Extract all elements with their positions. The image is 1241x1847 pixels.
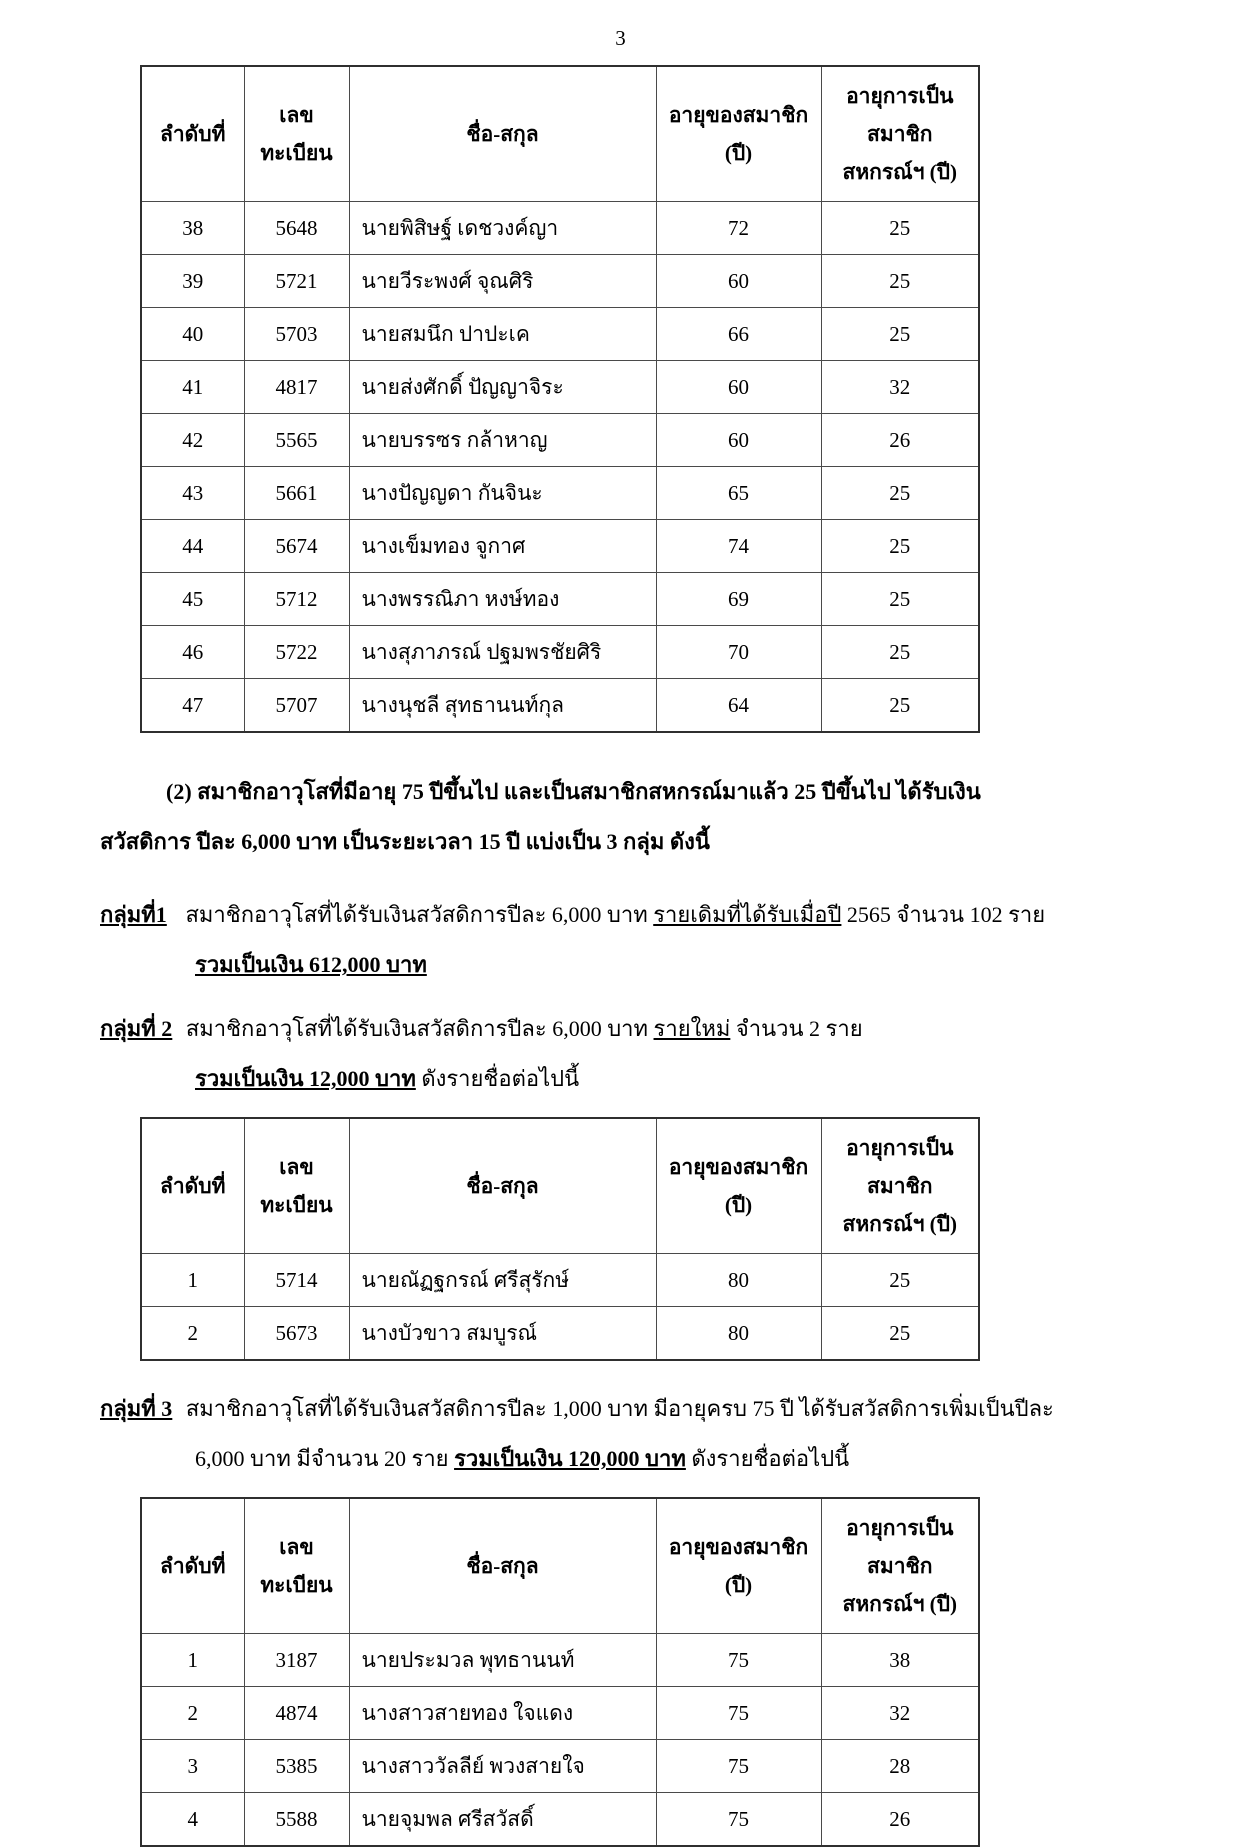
cell-age: 65 (656, 467, 821, 520)
cell-years: 25 (821, 1254, 979, 1307)
table-row (141, 467, 979, 520)
group1-block (100, 893, 1146, 987)
header-reg-line2: ทะเบียน (260, 1573, 333, 1597)
header-name-label: ชื่อ-สกุล (466, 1554, 539, 1578)
header-membership-years (821, 66, 979, 202)
section2-line1: (2) สมาชิกอาวุโสที่มีอายุ 75 ปีขึ้นไป และเป็นสมาชิกสหกรณ์มาแล้ว 25 ปีขึ้นไป ได้รับเงิน (166, 779, 981, 804)
cell-years: 25 (821, 202, 979, 255)
cell-reg: 5565 (244, 414, 349, 467)
table-row (141, 414, 979, 467)
table-row (141, 679, 979, 733)
group2-underlined-text: รายใหม่ (653, 1016, 731, 1041)
cell-no: 1 (141, 1634, 244, 1687)
header-age-line2: (ปี) (724, 1193, 753, 1217)
section2-paragraph (100, 767, 1146, 867)
group2-text-before: สมาชิกอาวุโสที่ได้รับเงินสวัสดิการปีละ 6,000 บาท (185, 1016, 654, 1041)
cell-no: 41 (141, 361, 244, 414)
cell-reg: 5712 (244, 573, 349, 626)
header-age-line1: อายุของสมาชิก (668, 1155, 809, 1179)
cell-no: 2 (141, 1307, 244, 1361)
cell-reg: 5707 (244, 679, 349, 733)
header-reg-line1: เลข (279, 1535, 314, 1559)
header-no-label: ลำดับที่ (160, 1554, 226, 1578)
cell-years: 25 (821, 308, 979, 361)
header-years-line2: สมาชิก (867, 1174, 933, 1198)
cell-no: 44 (141, 520, 244, 573)
group3-text-after: ดังรายชื่อต่อไปนี้ (685, 1446, 850, 1471)
cell-years: 28 (821, 1740, 979, 1793)
group3-label: กลุ่มที่ 3 (100, 1396, 173, 1421)
table-row (141, 626, 979, 679)
cell-reg: 4874 (244, 1687, 349, 1740)
cell-no: 47 (141, 679, 244, 733)
header-name (349, 1118, 656, 1254)
cell-reg: 5673 (244, 1307, 349, 1361)
header-age-line2: (ปี) (724, 1573, 753, 1597)
header-age (656, 1498, 821, 1634)
table-row (141, 1687, 979, 1740)
cell-name: นางสุภาภรณ์ ปฐมพรชัยศิริ (349, 626, 656, 679)
cell-age: 72 (656, 202, 821, 255)
cell-no: 38 (141, 202, 244, 255)
header-years-line3: สหกรณ์ฯ (ปี) (842, 1592, 957, 1616)
cell-reg: 5721 (244, 255, 349, 308)
members-table-2 (140, 1117, 980, 1361)
header-years-line3: สหกรณ์ฯ (ปี) (842, 1212, 957, 1236)
table-row (141, 1793, 979, 1847)
header-name (349, 1498, 656, 1634)
cell-name: นางเข็มทอง จูกาศ (349, 520, 656, 573)
cell-reg: 5703 (244, 308, 349, 361)
cell-age: 75 (656, 1687, 821, 1740)
header-years-line1: อายุการเป็น (846, 1136, 954, 1160)
cell-reg: 5648 (244, 202, 349, 255)
group3-text-before: 6,000 บาท มีจำนวน 20 ราย (195, 1446, 455, 1471)
members-table-3 (140, 1497, 980, 1847)
cell-years: 38 (821, 1634, 979, 1687)
header-no (141, 1118, 244, 1254)
cell-no: 43 (141, 467, 244, 520)
cell-age: 75 (656, 1740, 821, 1793)
header-age-line2: (ปี) (724, 141, 753, 165)
group3-text-line1: สมาชิกอาวุโสที่ได้รับเงินสวัสดิการปีละ 1,000 บาท มีอายุครบ 75 ปี ได้รับสวัสดิการเพิ่มเป็นปีละ (185, 1396, 1054, 1421)
cell-years: 25 (821, 1307, 979, 1361)
header-name-label: ชื่อ-สกุล (466, 1174, 539, 1198)
group3-total: รวมเป็นเงิน 120,000 บาท (454, 1446, 686, 1471)
cell-years: 32 (821, 1687, 979, 1740)
group1-text-after: 2565 จำนวน 102 ราย (841, 902, 1046, 927)
header-age (656, 66, 821, 202)
header-name-label: ชื่อ-สกุล (466, 122, 539, 146)
members-table-1 (140, 65, 980, 733)
header-age-line1: อายุของสมาชิก (668, 1535, 809, 1559)
section2-line2: สวัสดิการ ปีละ 6,000 บาท เป็นระยะเวลา 15 ปี แบ่งเป็น 3 กลุ่ม ดังนี้ (100, 829, 710, 854)
group1-line (100, 893, 1146, 937)
cell-no: 40 (141, 308, 244, 361)
table-header-row (141, 1498, 979, 1634)
cell-reg: 5588 (244, 1793, 349, 1847)
table-row (141, 1740, 979, 1793)
group1-underlined-text: รายเดิมที่ได้รับเมื่อปี (653, 902, 842, 927)
header-reg-line2: ทะเบียน (260, 141, 333, 165)
group2-label: กลุ่มที่ 2 (100, 1016, 173, 1041)
header-age-line1: อายุของสมาชิก (668, 103, 809, 127)
cell-years: 25 (821, 255, 979, 308)
cell-name: นางนุชลี สุทธานนท์กุล (349, 679, 656, 733)
header-age (656, 1118, 821, 1254)
cell-reg: 3187 (244, 1634, 349, 1687)
header-registration (244, 66, 349, 202)
header-reg-line2: ทะเบียน (260, 1193, 333, 1217)
cell-name: นายส่งศักดิ์ ปัญญาจิระ (349, 361, 656, 414)
cell-age: 75 (656, 1634, 821, 1687)
group1-total: รวมเป็นเงิน 612,000 บาท (195, 952, 427, 977)
cell-name: นางพรรณิภา หงษ์ทอง (349, 573, 656, 626)
table-row (141, 1634, 979, 1687)
table-row (141, 1254, 979, 1307)
cell-years: 26 (821, 1793, 979, 1847)
cell-age: 70 (656, 626, 821, 679)
header-registration (244, 1118, 349, 1254)
cell-age: 64 (656, 679, 821, 733)
group2-total: รวมเป็นเงิน 12,000 บาท (195, 1066, 416, 1091)
cell-years: 25 (821, 520, 979, 573)
cell-no: 46 (141, 626, 244, 679)
header-years-line1: อายุการเป็น (846, 84, 954, 108)
cell-years: 26 (821, 414, 979, 467)
cell-reg: 4817 (244, 361, 349, 414)
header-reg-line1: เลข (279, 103, 314, 127)
cell-name: นายบรรซร กล้าหาญ (349, 414, 656, 467)
cell-years: 32 (821, 361, 979, 414)
table-header-row (141, 1118, 979, 1254)
cell-age: 80 (656, 1254, 821, 1307)
cell-age: 60 (656, 361, 821, 414)
group2-total-suffix: ดังรายชื่อต่อไปนี้ (415, 1066, 580, 1091)
cell-no: 4 (141, 1793, 244, 1847)
cell-name: นายสมนึก ปาปะเค (349, 308, 656, 361)
cell-no: 3 (141, 1740, 244, 1793)
cell-name: นายวีระพงศ์ จุณศิริ (349, 255, 656, 308)
table-row (141, 202, 979, 255)
cell-age: 75 (656, 1793, 821, 1847)
cell-name: นายประมวล พุทธานนท์ (349, 1634, 656, 1687)
table-row (141, 255, 979, 308)
page-number: 3 (615, 26, 626, 50)
table-row (141, 361, 979, 414)
cell-no: 2 (141, 1687, 244, 1740)
group2-block (100, 1007, 1146, 1101)
cell-no: 39 (141, 255, 244, 308)
cell-years: 25 (821, 467, 979, 520)
header-no (141, 1498, 244, 1634)
cell-years: 25 (821, 679, 979, 733)
cell-reg: 5722 (244, 626, 349, 679)
cell-reg: 5661 (244, 467, 349, 520)
header-membership-years (821, 1118, 979, 1254)
cell-years: 25 (821, 573, 979, 626)
cell-name: นายณัฏฐกรณ์ ศรีสุรักษ์ (349, 1254, 656, 1307)
cell-name: นางสาววัลลีย์ พวงสายใจ (349, 1740, 656, 1793)
cell-age: 74 (656, 520, 821, 573)
group3-line2 (195, 1437, 1146, 1481)
group2-total-line (195, 1057, 1146, 1101)
cell-age: 60 (656, 255, 821, 308)
cell-name: นางปัญญดา กันจินะ (349, 467, 656, 520)
header-no-label: ลำดับที่ (160, 122, 226, 146)
table-row (141, 1307, 979, 1361)
cell-no: 1 (141, 1254, 244, 1307)
cell-age: 80 (656, 1307, 821, 1361)
cell-name: นางสาวสายทอง ใจแดง (349, 1687, 656, 1740)
table-row (141, 573, 979, 626)
group1-total-line (195, 943, 1146, 987)
cell-age: 66 (656, 308, 821, 361)
table-row (141, 308, 979, 361)
table-header-row (141, 66, 979, 202)
header-registration (244, 1498, 349, 1634)
cell-reg: 5714 (244, 1254, 349, 1307)
group2-text-after: จำนวน 2 ราย (730, 1016, 863, 1041)
header-membership-years (821, 1498, 979, 1634)
cell-years: 25 (821, 626, 979, 679)
cell-age: 69 (656, 573, 821, 626)
header-years-line3: สหกรณ์ฯ (ปี) (842, 160, 957, 184)
cell-no: 42 (141, 414, 244, 467)
group3-block (100, 1387, 1146, 1481)
cell-age: 60 (656, 414, 821, 467)
cell-reg: 5385 (244, 1740, 349, 1793)
table-row (141, 520, 979, 573)
cell-name: นายจุมพล ศรีสวัสดิ์ (349, 1793, 656, 1847)
group2-line (100, 1007, 1146, 1051)
header-years-line1: อายุการเป็น (846, 1516, 954, 1540)
header-no-label: ลำดับที่ (160, 1174, 226, 1198)
cell-name: นางบัวขาว สมบูรณ์ (349, 1307, 656, 1361)
cell-name: นายพิสิษฐ์ เดชวงค์ญา (349, 202, 656, 255)
header-no (141, 66, 244, 202)
header-name (349, 66, 656, 202)
header-years-line2: สมาชิก (867, 122, 933, 146)
header-reg-line1: เลข (279, 1155, 314, 1179)
group1-text-before: สมาชิกอาวุโสที่ได้รับเงินสวัสดิการปีละ 6,000 บาท (185, 902, 654, 927)
header-years-line2: สมาชิก (867, 1554, 933, 1578)
cell-no: 45 (141, 573, 244, 626)
group1-label: กลุ่มที่1 (100, 902, 167, 927)
group3-line1 (100, 1387, 1146, 1431)
cell-reg: 5674 (244, 520, 349, 573)
